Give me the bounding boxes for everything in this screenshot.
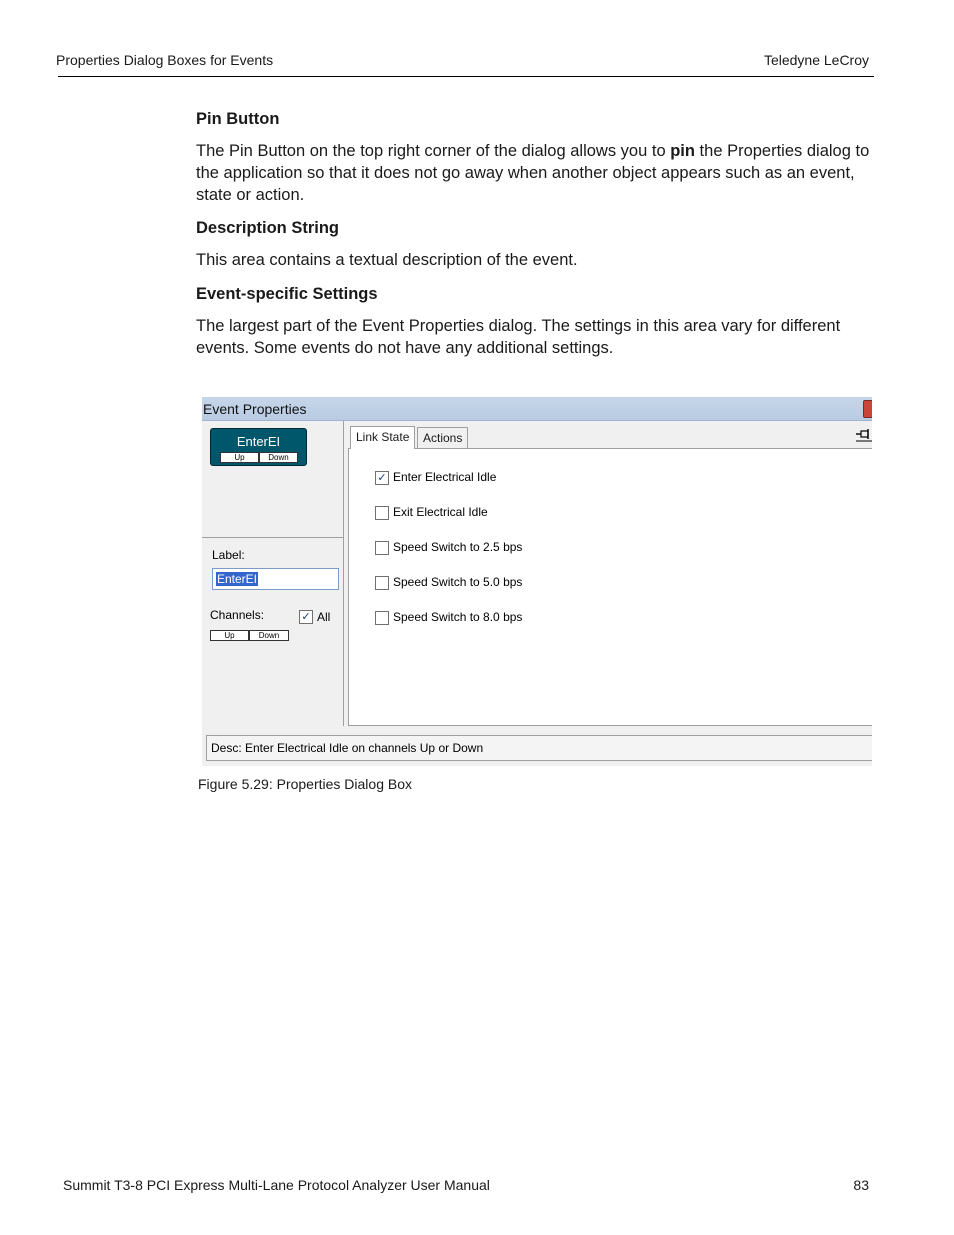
- header-rule: [58, 76, 874, 77]
- pin-icon[interactable]: [856, 426, 872, 442]
- channel-buttons: [210, 630, 289, 641]
- channels-caption: Channels:: [210, 608, 265, 622]
- all-channels-checkbox[interactable]: ✓: [299, 610, 313, 624]
- channel-up-button[interactable]: Up: [210, 630, 249, 641]
- paragraph-text: the Properties dialog to the application so that it does not go away when another object appears such as an event, state or action.: [196, 142, 870, 204]
- paragraph-description-string: This area contains a textual description of the event.: [196, 251, 578, 269]
- checkbox-label: Speed Switch to 5.0 bps: [393, 575, 523, 589]
- close-icon[interactable]: [863, 400, 872, 418]
- bold-term: pin: [670, 142, 695, 160]
- description-bar: [206, 735, 872, 761]
- description-text: Desc: Enter Electrical Idle on channels Up or Down: [211, 741, 484, 755]
- checkbox-label: Enter Electrical Idle: [393, 470, 497, 484]
- event-up-button[interactable]: Up: [220, 452, 259, 463]
- paragraph-pin-button: [196, 140, 872, 206]
- checkbox-exit-electrical-idle[interactable]: [375, 505, 488, 520]
- event-down-button[interactable]: Down: [259, 452, 298, 463]
- checkbox-box[interactable]: [375, 506, 389, 520]
- footer-title: Summit T3-8 PCI Express Multi-Lane Protocol Analyzer User Manual: [63, 1177, 490, 1193]
- channel-down-button[interactable]: Down: [249, 630, 289, 641]
- checkbox-speed-5-0[interactable]: [375, 575, 522, 590]
- label-input-value: EnterEI: [217, 572, 258, 586]
- all-channels-label: All: [317, 610, 331, 624]
- paragraph-text: The Pin Button on the top right corner of the dialog allows you to: [196, 142, 671, 160]
- running-header-left: Properties Dialog Boxes for Events: [56, 52, 274, 68]
- page-number: 83: [853, 1177, 869, 1193]
- checkbox-speed-2-5[interactable]: [375, 540, 522, 555]
- link-state-panel: [348, 448, 872, 726]
- heading-event-specific-settings: Event-specific Settings: [196, 285, 378, 303]
- running-header-right: Teledyne LeCroy: [763, 52, 869, 68]
- checkbox-box[interactable]: [375, 541, 389, 555]
- panel-divider: [202, 537, 343, 538]
- dialog-title-bar[interactable]: [202, 397, 872, 421]
- checkbox-label: Exit Electrical Idle: [393, 505, 488, 519]
- checkbox-label: Speed Switch to 8.0 bps: [393, 610, 523, 624]
- paragraph-event-specific-settings: The largest part of the Event Properties dialog. The settings in this area vary for different events. Some events do not have any additional settings.: [196, 317, 841, 357]
- tab-area: [348, 427, 872, 727]
- label-caption: Label:: [212, 548, 245, 562]
- tab-actions[interactable]: Actions: [417, 427, 468, 450]
- event-properties-dialog: [202, 397, 872, 766]
- dialog-title: Event Properties: [203, 401, 307, 417]
- label-input[interactable]: [212, 568, 339, 590]
- left-panel: [202, 421, 344, 726]
- checkbox-box[interactable]: [375, 611, 389, 625]
- heading-description-string: Description String: [196, 219, 340, 237]
- checkbox-box[interactable]: [375, 576, 389, 590]
- checkbox-enter-electrical-idle[interactable]: [375, 470, 496, 485]
- event-channel-buttons: [220, 452, 298, 463]
- figure-caption: Figure 5.29: Properties Dialog Box: [198, 776, 412, 792]
- event-block[interactable]: [210, 428, 307, 466]
- heading-pin-button: Pin Button: [196, 110, 280, 128]
- checkbox-label: Speed Switch to 2.5 bps: [393, 540, 523, 554]
- tab-link-state[interactable]: Link State: [350, 426, 415, 449]
- event-name: EnterEI: [236, 434, 281, 449]
- checkbox-box[interactable]: ✓: [375, 471, 389, 485]
- checkbox-speed-8-0[interactable]: [375, 610, 522, 625]
